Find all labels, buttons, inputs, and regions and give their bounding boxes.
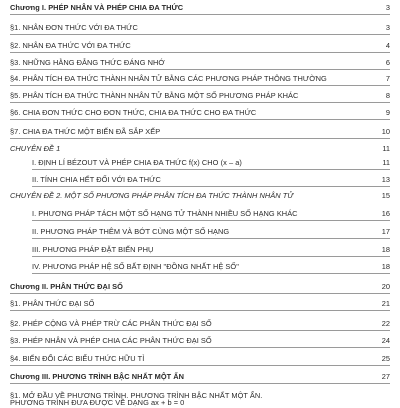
toc-divider bbox=[10, 34, 390, 35]
toc-page-number: 4 bbox=[385, 41, 390, 50]
toc-divider bbox=[32, 186, 390, 187]
toc-entry-title: Chương III. PHƯƠNG TRÌNH BẬC NHẤT MỘT ẨN bbox=[10, 372, 185, 381]
toc-entry bbox=[10, 398, 390, 408]
toc-divider bbox=[10, 85, 390, 86]
toc-divider bbox=[10, 69, 390, 70]
toc-page-number: 22 bbox=[381, 319, 390, 328]
toc-divider bbox=[10, 310, 390, 311]
toc-page-number: 27 bbox=[381, 372, 390, 381]
toc-entry bbox=[10, 58, 390, 68]
toc-entry bbox=[10, 262, 390, 272]
toc-entry bbox=[10, 209, 390, 219]
toc-entry-title: Chương I. PHÉP NHÂN VÀ PHÉP CHIA ĐA THỨC bbox=[10, 3, 184, 12]
toc-page-number: 6 bbox=[385, 58, 390, 67]
toc-divider bbox=[10, 293, 390, 294]
toc-entry-title: §7. CHIA ĐA THỨC MỘT BIẾN ĐÃ SẮP XẾP bbox=[10, 127, 161, 136]
toc-page-number: 3 bbox=[385, 3, 390, 12]
toc-entry-title: §3. PHÉP NHÂN VÀ PHÉP CHIA CÁC PHÂN THỨC ĐẠI SỐ bbox=[10, 336, 212, 345]
toc-entry-title: §6. CHIA ĐƠN THỨC CHO ĐƠN THỨC, CHIA ĐA THỨC CHO ĐA THỨC bbox=[10, 108, 257, 117]
toc-divider bbox=[32, 238, 390, 239]
toc-entry-title: §5. PHÂN TÍCH ĐA THỨC THÀNH NHÂN TỬ BẰNG MỘT SỐ PHƯƠNG PHÁP KHÁC bbox=[10, 91, 299, 100]
toc-entry bbox=[10, 144, 390, 154]
toc-entry bbox=[10, 23, 390, 33]
toc-divider bbox=[32, 273, 390, 274]
toc-page-number: 9 bbox=[385, 108, 390, 117]
toc-entry-title: Chương II. PHÂN THỨC ĐẠI SỐ bbox=[10, 282, 123, 291]
toc-entry bbox=[10, 299, 390, 309]
toc-entry bbox=[10, 127, 390, 137]
toc-entry bbox=[10, 227, 390, 237]
toc-divider bbox=[32, 256, 390, 257]
toc-divider bbox=[10, 383, 390, 384]
toc-page-number: 25 bbox=[381, 354, 390, 363]
toc-divider bbox=[10, 102, 390, 103]
toc-entry-title: §3. NHỮNG HẰNG ĐẲNG THỨC ĐÁNG NHỚ bbox=[10, 58, 165, 67]
toc-entry bbox=[10, 158, 390, 168]
toc-entry-title: §4. PHÂN TÍCH ĐA THỨC THÀNH NHÂN TỬ BẰNG CÁC PHƯƠNG PHÁP THÔNG THƯỜNG bbox=[10, 74, 327, 83]
toc-entry-title: IV. PHƯƠNG PHÁP HỆ SỐ BẤT ĐỊNH "ĐỒNG NHẤT HỆ SỐ" bbox=[32, 262, 239, 271]
toc-divider bbox=[10, 330, 390, 331]
toc-entry bbox=[10, 108, 390, 118]
toc-entry bbox=[10, 41, 390, 51]
toc-entry bbox=[10, 191, 390, 201]
toc-entry bbox=[10, 175, 390, 185]
toc-page-number: 24 bbox=[381, 336, 390, 345]
toc-entry-title: §2. NHÂN ĐA THỨC VỚI ĐA THỨC bbox=[10, 41, 131, 50]
toc-entry-title: CHUYÊN ĐỀ 1 bbox=[10, 144, 61, 153]
toc-page-number: 18 bbox=[381, 245, 390, 254]
toc-entry-title: PHƯƠNG TRÌNH ĐƯA ĐƯỢC VỀ DẠNG ax + b = 0 bbox=[10, 398, 185, 407]
toc-entry bbox=[10, 336, 390, 346]
toc-entry-title: III. PHƯƠNG PHÁP ĐẶT BIẾN PHỤ bbox=[32, 245, 154, 254]
toc-entry-title: I. PHƯƠNG PHÁP TÁCH MỘT SỐ HẠNG TỬ THÀNH NHIỀU SỐ HẠNG KHÁC bbox=[32, 209, 298, 218]
toc-chapter-heading bbox=[10, 282, 390, 292]
toc-entry-title: II. PHƯƠNG PHÁP THÊM VÀ BỚT CÙNG MỘT SỐ HẠNG bbox=[32, 227, 230, 236]
toc-entry bbox=[10, 91, 390, 101]
toc-page-number: 7 bbox=[385, 74, 390, 83]
toc-chapter-heading bbox=[10, 3, 390, 13]
toc-entry-title: §1. MỞ ĐẦU VỀ PHƯƠNG TRÌNH. PHƯƠNG TRÌNH BẬC NHẤT MỘT ẨN. bbox=[10, 391, 263, 400]
toc-page-number: 11 bbox=[382, 144, 390, 153]
toc-entry bbox=[10, 354, 390, 364]
toc-entry-title: §1. NHÂN ĐƠN THỨC VỚI ĐA THỨC bbox=[10, 23, 138, 32]
toc-entry-title: I. ĐỊNH LÍ BÉZOUT VÀ PHÉP CHIA ĐA THỨC f(x) CHO (x – a) bbox=[32, 158, 242, 167]
toc-divider bbox=[10, 14, 390, 15]
toc-entry-title: II. TÍNH CHIA HẾT ĐỐI VỚI ĐA THỨC bbox=[32, 175, 161, 184]
toc-page-number: 18 bbox=[381, 262, 390, 271]
toc-divider bbox=[10, 119, 390, 120]
toc-entry-title: §2. PHÉP CỘNG VÀ PHÉP TRỪ CÁC PHÂN THỨC ĐẠI SỐ bbox=[10, 319, 212, 328]
toc-page-number: 13 bbox=[381, 175, 390, 184]
toc-chapter-heading bbox=[10, 372, 390, 382]
toc-page-number: 11 bbox=[382, 158, 390, 167]
toc-page-number: 3 bbox=[385, 23, 390, 32]
toc-divider bbox=[10, 138, 390, 139]
toc-page-number: 17 bbox=[381, 227, 390, 236]
toc-entry bbox=[10, 74, 390, 84]
toc-page-number: 16 bbox=[381, 209, 390, 218]
toc-entry bbox=[10, 319, 390, 329]
toc-page-number: 21 bbox=[381, 299, 390, 308]
toc-entry-title: CHUYÊN ĐỀ 2. MỘT SỐ PHƯƠNG PHÁP PHÂN TÍCH ĐA THỨC THÀNH NHÂN TỬ bbox=[10, 191, 294, 200]
toc-divider bbox=[10, 347, 390, 348]
toc-page-number: 8 bbox=[385, 91, 390, 100]
toc-divider bbox=[32, 169, 390, 170]
toc-entry bbox=[10, 245, 390, 255]
toc-entry-title: §1. PHÂN THỨC ĐẠI SỐ bbox=[10, 299, 95, 308]
toc-page-number: 20 bbox=[381, 282, 390, 291]
toc-page-number: 15 bbox=[381, 191, 390, 200]
toc-divider bbox=[10, 365, 390, 366]
toc-divider bbox=[10, 52, 390, 53]
toc-page-number: 10 bbox=[381, 127, 390, 136]
toc-divider bbox=[32, 220, 390, 221]
toc-entry-title: §4. BIẾN ĐỔI CÁC BIỂU THỨC HỮU TỈ bbox=[10, 354, 145, 363]
